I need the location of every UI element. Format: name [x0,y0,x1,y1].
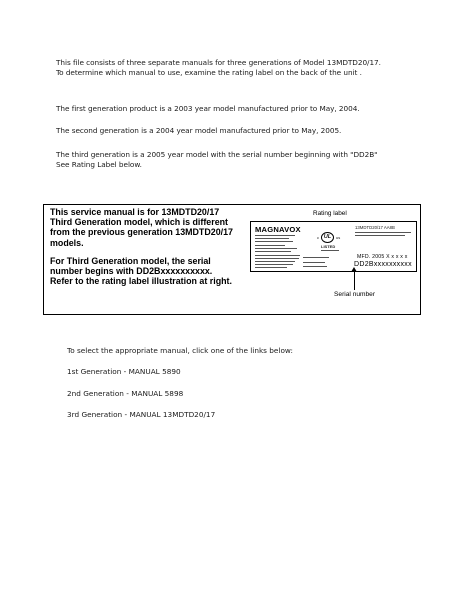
notice-line-7: Refer to the rating label illustration at right. [50,276,232,287]
fine-print-line [255,251,291,252]
notice-line-3: from the previous generation 13MDTD20/17 [50,227,233,238]
fine-print-line [255,235,295,236]
fine-print-line [255,255,300,256]
link-2nd-generation[interactable]: 2nd Generation - MANUAL 5898 [67,389,184,398]
fine-print-line [255,245,285,246]
ul-listed-text: LISTED [321,244,336,249]
notice-line-1: This service manual is for 13MDTD20/17 [50,207,220,217]
rating-label-illustration [250,221,417,272]
fine-print-line [255,238,289,239]
serial-number-value: DD2Bxxxxxxxxxx [354,261,412,268]
manufacture-date: MFD. 2005 X x x x x [357,254,408,260]
fine-print-line [255,267,287,268]
fine-print-line [355,232,411,233]
intro-line-1: This file consists of three separate manuals for three generations of Model 13MDTD20/17. [56,58,381,67]
fine-print-line [255,258,299,259]
second-generation-text: The second generation is a 2004 year model manufactured prior to May, 2005. [56,126,342,135]
notice-line-2: Third Generation model, which is different [50,217,229,228]
third-generation-text: The third generation is a 2005 year model with the serial number beginning with "DD2B" [56,150,378,159]
ul-c-mark: c [317,235,319,240]
see-rating-label-text: See Rating Label below. [56,160,142,169]
ul-us-mark: us [336,235,341,240]
fine-print-line [321,250,339,251]
fine-print-line [303,266,327,267]
rating-label-caption: Rating label [313,210,347,217]
link-1st-generation[interactable]: 1st Generation - MANUAL 5890 [67,367,181,376]
fine-print-line [355,235,405,236]
fine-print-line [255,261,295,262]
model-code: 13MDTD20/17 AA8B [355,225,395,230]
ul-logo-icon: UL [321,232,334,243]
notice-line-5: For Third Generation model, the serial [50,255,211,266]
fine-print-line [255,241,293,242]
brand-logo: MAGNAVOX [255,225,301,234]
fine-print-line [303,262,325,263]
fine-print-line [255,248,297,249]
serial-pointer-line [354,270,355,290]
notice-line-4: models. [50,237,84,248]
serial-number-caption: Serial number [334,291,376,298]
fine-print-line [255,264,293,265]
notice-text [50,207,280,286]
links-prompt: To select the appropriate manual, click one of the links below: [67,346,293,355]
notice-line-6: number begins with DD2Bxxxxxxxxxx. [50,266,213,277]
intro-line-2: To determine which manual to use, examine the rating label on the back of the unit . [56,68,362,77]
first-generation-text: The first generation product is a 2003 year model manufactured prior to May, 2004. [56,104,360,113]
link-3rd-generation[interactable]: 3rd Generation - MANUAL 13MDTD20/17 [67,410,216,419]
fine-print-line [303,257,329,258]
